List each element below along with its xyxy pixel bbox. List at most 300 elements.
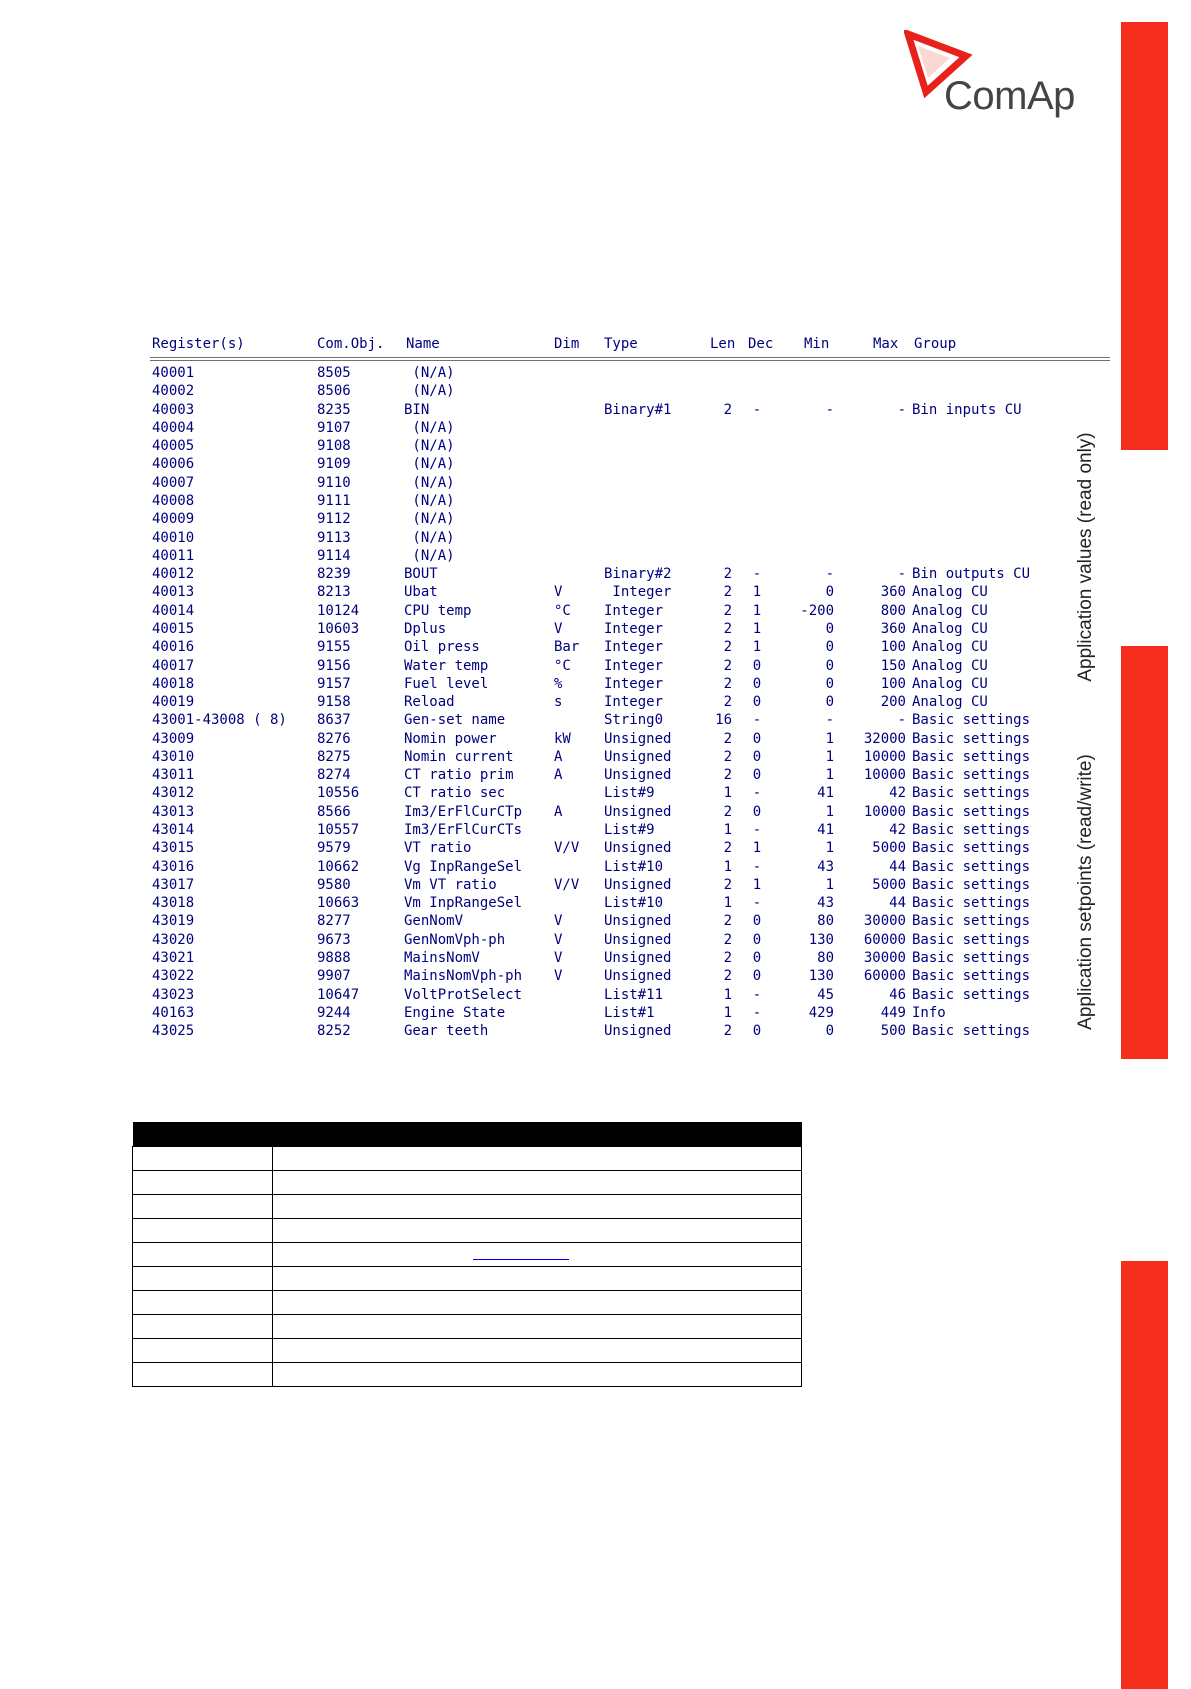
cell-min: [778, 474, 834, 492]
cell-dim: A: [554, 803, 563, 820]
cell-min: [778, 437, 834, 455]
cell-type: Binary#2: [604, 566, 672, 583]
cell-len: 2: [723, 566, 732, 583]
cell-name: Vg InpRangeSel: [404, 858, 523, 875]
cell-dec: [742, 492, 772, 510]
cell-name: Dplus: [404, 620, 447, 637]
cell-dec: 0: [752, 767, 762, 784]
blank-table-cell: [273, 1339, 802, 1363]
cell-dec: [742, 437, 772, 455]
cell-register: 40009: [152, 511, 195, 528]
cell-name: Gear teeth: [404, 1023, 489, 1040]
cell-len: [698, 382, 732, 400]
cell-dim: V: [554, 931, 563, 948]
cell-register: 40012: [152, 566, 195, 583]
cell-dim: [554, 437, 598, 455]
link-underline[interactable]: [473, 1259, 569, 1260]
cell-type: Integer: [604, 657, 664, 674]
cell-dim: [554, 1022, 598, 1040]
cell-max: 60000: [863, 968, 906, 985]
cell-type: [604, 474, 704, 492]
cell-min: 0: [825, 584, 834, 601]
header-min: Min: [804, 336, 830, 352]
cell-register: 40003: [152, 401, 195, 418]
cell-register: 40013: [152, 584, 195, 601]
cell-comobj: 9158: [317, 694, 351, 710]
cell-name: MainsNomV: [404, 950, 480, 966]
blank-table-row: [133, 1291, 802, 1315]
cell-comobj: 9113: [317, 529, 351, 546]
cell-register: 40163: [152, 1004, 195, 1021]
cell-dim: s: [554, 694, 563, 710]
cell-dec: [742, 364, 772, 382]
cell-dec: 0: [752, 803, 762, 820]
label-application-values: Application values (read only): [1075, 432, 1096, 682]
cell-group: Analog CU: [912, 675, 988, 692]
cell-register: 40001: [152, 365, 195, 381]
cell-group: Basic settings: [912, 968, 1031, 985]
cell-min: 0: [825, 620, 834, 637]
cell-register: 43023: [152, 986, 195, 1003]
cell-max: 449: [880, 1004, 906, 1021]
cell-len: 16: [715, 712, 732, 729]
cell-register: 40017: [152, 657, 195, 674]
cell-comobj: 8275: [317, 748, 351, 765]
cell-comobj: 9579: [317, 840, 351, 857]
header-group: Group: [914, 336, 957, 352]
cell-type: Unsigned: [604, 1023, 672, 1040]
cell-min: -200: [800, 602, 834, 619]
blank-table-cell: [133, 1315, 273, 1339]
cell-max: 10000: [863, 803, 906, 820]
comap-logo-text: ComAp: [944, 74, 1075, 118]
cell-register: 40010: [152, 529, 195, 546]
cell-min: 43: [817, 858, 834, 875]
cell-len: 2: [723, 803, 732, 820]
cell-register: 43015: [152, 840, 195, 857]
cell-type: String0: [604, 712, 664, 729]
cell-len: 1: [723, 986, 732, 1003]
header-comobj: Com.Obj.: [317, 336, 385, 352]
cell-name: VoltProtSelect: [404, 986, 523, 1003]
cell-dec: 1: [752, 620, 762, 637]
header-name: Name: [406, 336, 440, 352]
cell-group: [912, 364, 1082, 382]
cell-max: [840, 382, 906, 400]
cell-min: 0: [825, 694, 834, 710]
cell-min: 130: [808, 931, 834, 948]
cell-register: 43022: [152, 968, 195, 985]
cell-name: Nomin power: [404, 730, 497, 747]
cell-type: Integer: [604, 620, 664, 637]
cell-comobj: 8213: [317, 584, 351, 601]
cell-name: Reload: [404, 694, 455, 710]
cell-min: 1: [825, 876, 834, 893]
cell-type: Binary#1: [604, 401, 672, 418]
cell-name: Ubat: [404, 584, 438, 601]
cell-dim: [554, 419, 598, 437]
cell-dec: -: [752, 822, 762, 838]
cell-group: Basic settings: [912, 858, 1031, 875]
cell-dim: V: [554, 584, 563, 601]
cell-max: [840, 474, 906, 492]
cell-dim: [554, 821, 598, 839]
cell-group: Analog CU: [912, 620, 988, 637]
cell-register: 40004: [152, 419, 195, 436]
cell-type: Integer: [604, 675, 664, 692]
cell-dec: [742, 474, 772, 492]
cell-group: Bin outputs CU: [912, 566, 1031, 583]
label-application-setpoints: Application setpoints (read/write): [1075, 754, 1096, 1030]
cell-dec: -: [752, 566, 762, 583]
blank-table-row: [133, 1219, 802, 1243]
cell-len: [698, 492, 732, 510]
cell-comobj: 8505: [317, 365, 351, 381]
header-type: Type: [604, 336, 638, 352]
cell-register: 43009: [152, 730, 195, 747]
cell-type: List#10: [604, 858, 664, 875]
cell-name: Water temp: [404, 657, 489, 674]
cell-name: (N/A): [404, 493, 455, 509]
cell-name: MainsNomVph-ph: [404, 968, 523, 985]
cell-name: Nomin current: [404, 748, 514, 765]
cell-name: GenNomVph-ph: [404, 931, 506, 948]
cell-len: [698, 455, 732, 473]
blank-table-cell: [133, 1339, 273, 1363]
cell-max: 5000: [872, 840, 906, 857]
cell-type: Unsigned: [604, 748, 672, 765]
cell-register: 40018: [152, 675, 195, 692]
cell-len: [698, 364, 732, 382]
cell-name: Vm InpRangeSel: [404, 895, 523, 912]
cell-min: [778, 492, 834, 510]
cell-dec: 0: [752, 730, 762, 747]
cell-dec: 1: [752, 584, 762, 601]
cell-min: 1: [825, 730, 834, 747]
cell-max: [840, 492, 906, 510]
blank-table-cell: [273, 1243, 802, 1267]
cell-comobj: 8277: [317, 913, 351, 930]
cell-max: 10000: [863, 748, 906, 765]
cell-type: [604, 382, 704, 400]
cell-comobj: 9244: [317, 1004, 351, 1021]
cell-dec: 0: [752, 694, 762, 710]
cell-len: 1: [723, 858, 732, 875]
cell-min: 1: [825, 840, 834, 857]
cell-register: 43020: [152, 931, 195, 948]
cell-len: [698, 437, 732, 455]
cell-max: [840, 529, 906, 547]
blank-table-row: [133, 1267, 802, 1291]
cell-comobj: 10647: [317, 986, 360, 1003]
blank-table-row: [133, 1171, 802, 1195]
cell-type: List#9: [604, 785, 655, 802]
cell-dec: 0: [752, 950, 762, 966]
cell-min: [778, 529, 834, 547]
cell-dec: [742, 455, 772, 473]
cell-register: 40019: [152, 694, 195, 710]
blank-table-cell: [133, 1195, 273, 1219]
chapter-tab-middle: [1121, 646, 1168, 1059]
cell-dec: 0: [752, 748, 762, 765]
cell-group: Basic settings: [912, 748, 1031, 765]
cell-dim: Bar: [554, 639, 580, 656]
cell-min: [778, 547, 834, 565]
blank-table-row: [133, 1195, 802, 1219]
comap-logo: [904, 30, 1094, 125]
cell-group: [912, 547, 1082, 565]
cell-comobj: 9580: [317, 876, 351, 893]
cell-min: 80: [817, 913, 834, 930]
cell-len: 2: [723, 876, 732, 893]
cell-dim: V/V: [554, 840, 580, 857]
cell-register: 43019: [152, 913, 195, 930]
cell-dim: A: [554, 767, 563, 784]
blank-table-cell: [273, 1219, 802, 1243]
cell-max: 30000: [863, 950, 906, 966]
cell-group: Analog CU: [912, 657, 988, 674]
blank-table-cell: [133, 1291, 273, 1315]
cell-comobj: 9888: [317, 950, 351, 966]
cell-group: Basic settings: [912, 986, 1031, 1003]
header-dim: Dim: [554, 336, 580, 352]
cell-max: [840, 419, 906, 437]
header-max: Max: [873, 336, 899, 352]
cell-min: [778, 510, 834, 528]
cell-comobj: 10557: [317, 822, 360, 838]
cell-min: 41: [817, 785, 834, 802]
cell-min: -: [825, 401, 834, 418]
cell-group: [912, 382, 1082, 400]
cell-dim: V/V: [554, 876, 580, 893]
cell-len: 2: [723, 968, 732, 985]
cell-comobj: 8239: [317, 566, 351, 583]
cell-dec: -: [752, 986, 762, 1003]
cell-len: 2: [723, 950, 732, 966]
cell-name: BIN: [404, 401, 430, 418]
cell-dec: -: [752, 1004, 762, 1021]
cell-comobj: 10663: [317, 895, 360, 912]
blank-table-header: [133, 1122, 802, 1147]
cell-dim: [554, 894, 598, 912]
cell-min: -: [825, 566, 834, 583]
cell-group: Basic settings: [912, 785, 1031, 802]
cell-max: [840, 437, 906, 455]
cell-dec: 1: [752, 602, 762, 619]
cell-group: [912, 455, 1082, 473]
cell-min: 41: [817, 822, 834, 838]
cell-dim: [554, 401, 598, 419]
cell-name: (N/A): [404, 365, 455, 381]
cell-min: 0: [825, 675, 834, 692]
header-register: Register(s): [152, 336, 245, 352]
blank-table-row: [133, 1147, 802, 1171]
cell-register: 43012: [152, 785, 195, 802]
cell-type: [604, 437, 704, 455]
cell-type: List#1: [604, 1004, 655, 1021]
blank-table-cell: [273, 1267, 802, 1291]
blank-table-row: [133, 1315, 802, 1339]
blank-table: [132, 1122, 802, 1387]
cell-type: Unsigned: [604, 931, 672, 948]
cell-name: Im3/ErFlCurCTp: [404, 803, 523, 820]
cell-comobj: 9110: [317, 474, 351, 491]
cell-name: (N/A): [404, 529, 455, 546]
cell-max: [840, 364, 906, 382]
cell-dim: °C: [554, 657, 571, 674]
cell-len: 2: [723, 602, 732, 619]
cell-max: 10000: [863, 767, 906, 784]
cell-comobj: 9111: [317, 493, 351, 509]
cell-name: (N/A): [404, 438, 455, 455]
cell-min: 0: [825, 1023, 834, 1040]
cell-len: [698, 529, 732, 547]
cell-name: GenNomV: [404, 913, 464, 930]
cell-dim: V: [554, 913, 563, 930]
cell-len: 1: [723, 785, 732, 802]
cell-dec: [742, 382, 772, 400]
cell-name: Vm VT ratio: [404, 876, 497, 893]
cell-name: (N/A): [404, 511, 455, 528]
blank-table-row: [133, 1363, 802, 1387]
cell-comobj: 9114: [317, 547, 351, 564]
cell-group: Basic settings: [912, 840, 1031, 857]
cell-group: [912, 474, 1082, 492]
cell-comobj: 10124: [317, 602, 360, 619]
blank-table-cell: [273, 1147, 802, 1171]
cell-max: 100: [880, 675, 906, 692]
cell-dec: 1: [752, 876, 762, 893]
cell-comobj: 9156: [317, 657, 351, 674]
cell-register: 43018: [152, 895, 195, 912]
cell-len: [698, 547, 732, 565]
cell-group: Analog CU: [912, 602, 988, 619]
cell-register: 40015: [152, 620, 195, 637]
cell-dim: V: [554, 968, 563, 985]
blank-table-row: [133, 1339, 802, 1363]
cell-comobj: 9109: [317, 456, 351, 473]
blank-table-row: [133, 1243, 802, 1267]
cell-name: Im3/ErFlCurCTs: [404, 822, 523, 838]
cell-register: 43021: [152, 950, 195, 966]
cell-len: 2: [723, 620, 732, 637]
cell-register: 43025: [152, 1023, 195, 1040]
cell-len: 2: [723, 767, 732, 784]
cell-dec: -: [752, 785, 762, 802]
cell-max: 32000: [863, 730, 906, 747]
cell-register: 40008: [152, 493, 195, 509]
header-len: Len: [710, 336, 736, 352]
cell-dim: %: [554, 675, 563, 692]
cell-min: 1: [825, 748, 834, 765]
cell-dim: °C: [554, 602, 571, 619]
cell-dim: [554, 986, 598, 1004]
cell-max: 42: [889, 822, 906, 838]
cell-register: 43016: [152, 858, 195, 875]
cell-dec: 1: [752, 639, 762, 656]
header-dec: Dec: [748, 336, 774, 352]
cell-group: Basic settings: [912, 913, 1031, 930]
blank-table-cell: [133, 1171, 273, 1195]
cell-group: Basic settings: [912, 950, 1031, 966]
cell-len: [698, 419, 732, 437]
cell-dec: [742, 547, 772, 565]
chapter-tab-bottom: [1121, 1261, 1168, 1689]
cell-type: Unsigned: [604, 803, 672, 820]
cell-len: 2: [723, 840, 732, 857]
cell-dim: [554, 474, 598, 492]
cell-name: Fuel level: [404, 675, 489, 692]
cell-group: Basic settings: [912, 730, 1031, 747]
cell-len: 2: [723, 584, 732, 601]
cell-max: 60000: [863, 931, 906, 948]
cell-dec: 0: [752, 657, 762, 674]
cell-type: Unsigned: [604, 876, 672, 893]
cell-group: [912, 510, 1082, 528]
cell-min: [778, 382, 834, 400]
cell-comobj: 8276: [317, 730, 351, 747]
cell-comobj: 9673: [317, 931, 351, 948]
blank-table-cell: [133, 1219, 273, 1243]
cell-dim: [554, 1004, 598, 1022]
cell-name: Engine State: [404, 1004, 506, 1021]
cell-name: Gen-set name: [404, 712, 506, 729]
cell-type: List#10: [604, 895, 664, 912]
cell-len: 2: [723, 639, 732, 656]
cell-group: Analog CU: [912, 584, 988, 601]
cell-group: [912, 529, 1082, 547]
cell-comobj: 9108: [317, 438, 351, 455]
cell-comobj: 8506: [317, 383, 351, 400]
cell-group: Basic settings: [912, 895, 1031, 912]
cell-comobj: 8252: [317, 1023, 351, 1040]
cell-min: -: [825, 712, 834, 729]
cell-group: Basic settings: [912, 712, 1031, 729]
cell-type: Integer: [604, 584, 672, 601]
cell-dim: [554, 510, 598, 528]
cell-max: [840, 455, 906, 473]
cell-max: 5000: [872, 876, 906, 893]
cell-register: 43011: [152, 767, 195, 784]
cell-max: 44: [889, 858, 906, 875]
cell-type: Integer: [604, 694, 664, 710]
cell-len: 2: [723, 657, 732, 674]
cell-name: Oil press: [404, 639, 480, 656]
cell-comobj: 9907: [317, 968, 351, 985]
cell-comobj: 8235: [317, 401, 351, 418]
cell-type: [604, 547, 704, 565]
cell-type: Integer: [604, 602, 664, 619]
cell-len: 2: [723, 401, 732, 418]
cell-min: 43: [817, 895, 834, 912]
cell-len: 1: [723, 822, 732, 838]
chapter-tab-top: [1121, 22, 1168, 450]
cell-dec: [742, 510, 772, 528]
cell-dec: 0: [752, 1023, 762, 1040]
cell-group: Basic settings: [912, 822, 1031, 838]
cell-min: 130: [808, 968, 834, 985]
cell-dim: V: [554, 950, 563, 966]
cell-dim: [554, 455, 598, 473]
cell-type: List#11: [604, 986, 664, 1003]
cell-dim: [554, 547, 598, 565]
cell-register: 40014: [152, 602, 195, 619]
cell-type: [604, 529, 704, 547]
cell-comobj: 9157: [317, 675, 351, 692]
cell-register: 40006: [152, 456, 195, 473]
cell-dim: A: [554, 748, 563, 765]
cell-max: 44: [889, 895, 906, 912]
